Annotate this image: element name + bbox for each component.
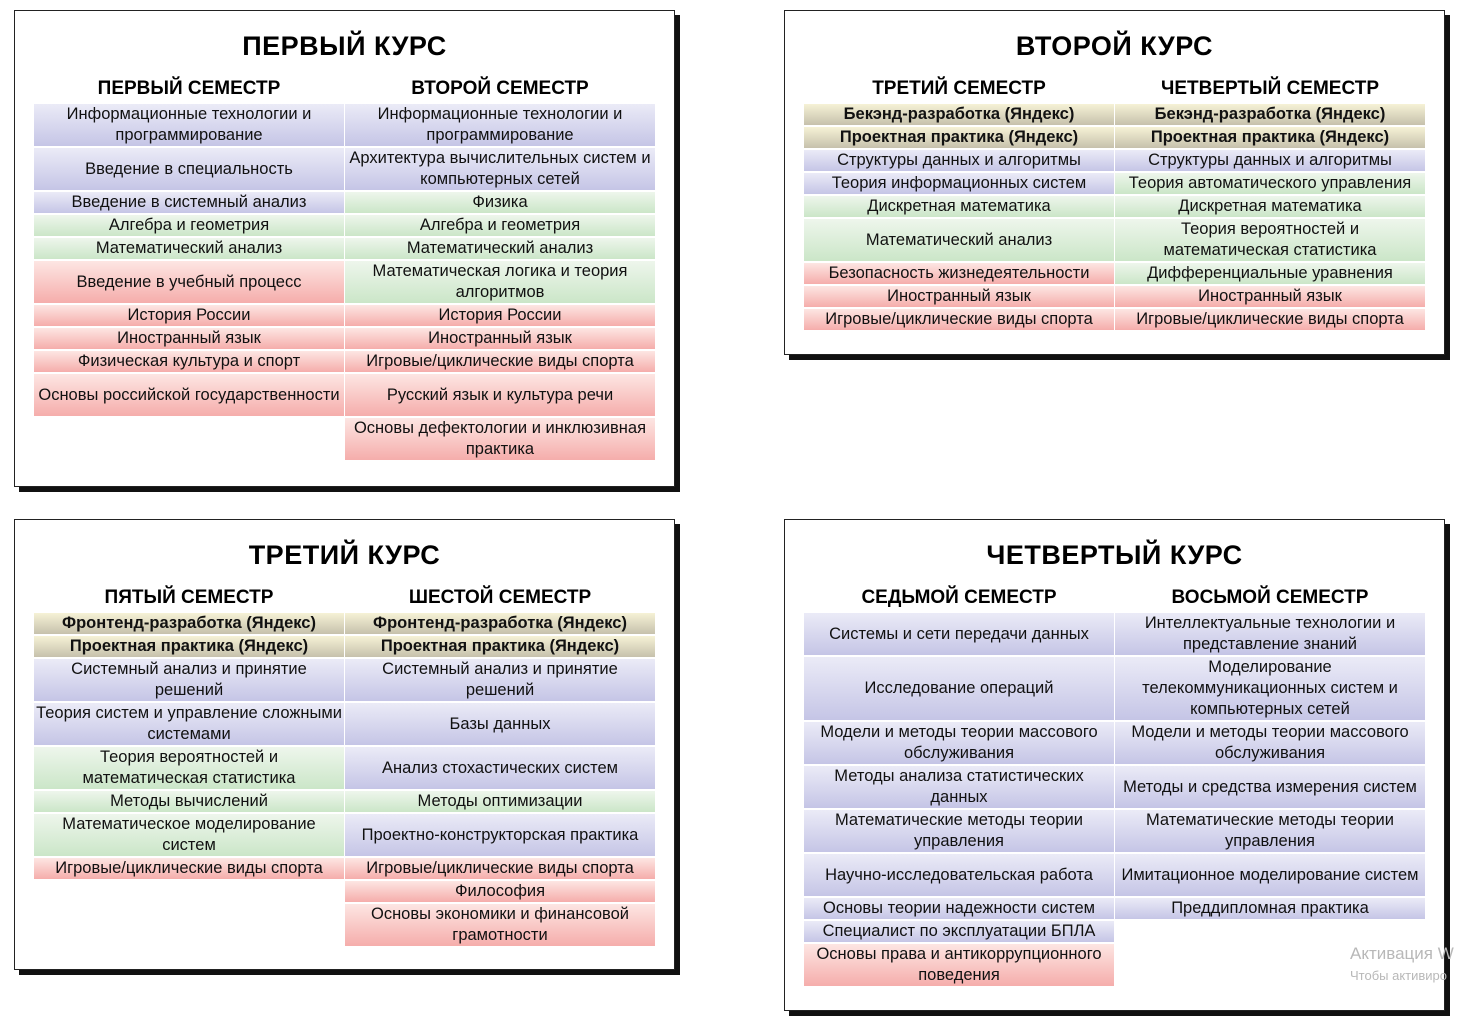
subject-cell: Дискретная математика — [1115, 196, 1425, 217]
semester-column — [804, 586, 1114, 988]
subject-cell: История России — [345, 305, 655, 326]
subject-cell: Интеллектуальные технологии и представление знаний — [1115, 613, 1425, 655]
course-panel-4 — [784, 519, 1445, 1011]
semester-column — [34, 77, 344, 418]
watermark-line-2: Чтобы активиро — [1350, 968, 1448, 983]
subject-cell: Бекэнд-разработка (Яндекс) — [804, 104, 1114, 125]
subject-cell: Игровые/циклические виды спорта — [1115, 309, 1425, 330]
subject-cell: Игровые/циклические виды спорта — [804, 309, 1114, 330]
subject-cell: Иностранный язык — [1115, 286, 1425, 307]
subject-cell: Дифференциальные уравнения — [1115, 263, 1425, 284]
semester-title: ШЕСТОЙ СЕМЕСТР — [408, 587, 592, 608]
subject-cell: Математический анализ — [34, 238, 344, 259]
subject-cell: Системы и сети передачи данных — [804, 613, 1114, 655]
subject-cell: Математическая логика и теория алгоритмов — [345, 261, 655, 303]
subject-cell: Методы вычислений — [34, 791, 344, 812]
subject-cell: Физика — [345, 192, 655, 213]
semester-title: ВОСЬМОЙ СЕМЕСТР — [1171, 587, 1369, 608]
subject-cell: Дискретная математика — [804, 196, 1114, 217]
subject-cell: Методы анализа статистических данных — [804, 766, 1114, 808]
semester-title: ЧЕТВЕРТЫЙ СЕМЕСТР — [1160, 78, 1379, 99]
course-panel-3 — [14, 519, 675, 970]
subject-cell: Основы дефектологии и инклюзивная практика — [345, 418, 655, 460]
subject-cell: Основы теории надежности систем — [804, 898, 1114, 919]
subject-cell: Проектная практика (Яндекс) — [345, 636, 655, 657]
subject-cell: Проектная практика (Яндекс) — [1115, 127, 1425, 148]
semester-title: ТРЕТИЙ СЕМЕСТР — [872, 78, 1046, 99]
subject-cell: Фронтенд-разработка (Яндекс) — [34, 613, 344, 634]
subject-cell: Математические методы теории управления — [1115, 810, 1425, 852]
subject-cell: Иностранный язык — [345, 328, 655, 349]
subject-cell: Информационные технологии и программирование — [34, 104, 344, 146]
subject-cell: Исследование операций — [804, 657, 1114, 720]
semester-column — [1115, 586, 1425, 921]
subject-cell: Введение в специальность — [34, 148, 344, 190]
subject-cell: Теория вероятностей и математическая статистика — [1115, 219, 1425, 261]
subject-cell: Игровые/циклические виды спорта — [345, 351, 655, 372]
course-title: ПЕРВЫЙ КУРС — [242, 31, 447, 61]
subject-cell: Физическая культура и спорт — [34, 351, 344, 372]
subject-cell: Базы данных — [345, 703, 655, 745]
subject-cell: Преддипломная практика — [1115, 898, 1425, 919]
subject-cell: Теория информационных систем — [804, 173, 1114, 194]
subject-cell: Игровые/циклические виды спорта — [345, 858, 655, 879]
course-title: ВТОРОЙ КУРС — [1015, 31, 1214, 61]
subject-cell: Специалист по эксплуатации БПЛА — [804, 921, 1114, 942]
subject-cell: Проектная практика (Яндекс) — [34, 636, 344, 657]
subject-cell: Основы российской государственности — [34, 374, 344, 416]
subject-cell: Иностранный язык — [34, 328, 344, 349]
subject-cell: Бекэнд-разработка (Яндекс) — [1115, 104, 1425, 125]
semester-column — [34, 586, 344, 881]
subject-cell: Методы оптимизации — [345, 791, 655, 812]
semester-column — [345, 77, 655, 462]
semester-title: ВТОРОЙ СЕМЕСТР — [411, 78, 589, 99]
subject-cell: Проектно-конструкторская практика — [345, 814, 655, 856]
subject-cell: Математический анализ — [345, 238, 655, 259]
course-panel-2 — [784, 10, 1445, 355]
subject-cell: Имитационное моделирование систем — [1115, 854, 1425, 896]
subject-cell: Проектная практика (Яндекс) — [804, 127, 1114, 148]
subject-cell: Методы и средства измерения систем — [1115, 766, 1425, 808]
subject-cell: История России — [34, 305, 344, 326]
course-title: ТРЕТИЙ КУРС — [248, 540, 441, 570]
subject-cell: Теория вероятностей и математическая статистика — [34, 747, 344, 789]
subject-cell: Алгебра и геометрия — [34, 215, 344, 236]
subject-cell: Структуры данных и алгоритмы — [804, 150, 1114, 171]
subject-cell: Математический анализ — [804, 219, 1114, 261]
subject-cell: Модели и методы теории массового обслуживания — [1115, 722, 1425, 764]
semester-title: СЕДЬМОЙ СЕМЕСТР — [861, 587, 1057, 608]
subject-cell: Архитектура вычислительных систем и компьютерных сетей — [345, 148, 655, 190]
subject-cell: Теория автоматического управления — [1115, 173, 1425, 194]
subject-cell: Структуры данных и алгоритмы — [1115, 150, 1425, 171]
subject-cell: Алгебра и геометрия — [345, 215, 655, 236]
subject-cell: Информационные технологии и программирование — [345, 104, 655, 146]
subject-cell: Научно-исследовательская работа — [804, 854, 1114, 896]
semester-column — [345, 586, 655, 948]
semester-column — [804, 77, 1114, 332]
semester-title: ПЕРВЫЙ СЕМЕСТР — [97, 78, 281, 99]
subject-cell: Русский язык и культура речи — [345, 374, 655, 416]
subject-cell: Математическое моделирование систем — [34, 814, 344, 856]
subject-cell: Игровые/циклические виды спорта — [34, 858, 344, 879]
activation-watermark — [1350, 944, 1454, 983]
subject-cell: Основы права и антикоррупционного поведения — [804, 944, 1114, 986]
course-panel-1 — [14, 10, 675, 487]
subject-cell: Моделирование телекоммуникационных систем и компьютерных сетей — [1115, 657, 1425, 720]
subject-cell: Введение в системный анализ — [34, 192, 344, 213]
subject-cell: Теория систем и управление сложными системами — [34, 703, 344, 745]
subject-cell: Иностранный язык — [804, 286, 1114, 307]
subject-cell: Математические методы теории управления — [804, 810, 1114, 852]
course-title: ЧЕТВЕРТЫЙ КУРС — [986, 540, 1243, 570]
subject-cell: Системный анализ и принятие решений — [345, 659, 655, 701]
watermark-line-1: Активация W — [1350, 944, 1454, 963]
semester-column — [1115, 77, 1425, 332]
subject-cell: Фронтенд-разработка (Яндекс) — [345, 613, 655, 634]
subject-cell: Модели и методы теории массового обслуживания — [804, 722, 1114, 764]
subject-cell: Философия — [345, 881, 655, 902]
subject-cell: Системный анализ и принятие решений — [34, 659, 344, 701]
subject-cell: Анализ стохастических систем — [345, 747, 655, 789]
subject-cell: Введение в учебный процесс — [34, 261, 344, 303]
subject-cell: Безопасность жизнедеятельности — [804, 263, 1114, 284]
subject-cell: Основы экономики и финансовой грамотности — [345, 904, 655, 946]
semester-title: ПЯТЫЙ СЕМЕСТР — [104, 587, 274, 608]
